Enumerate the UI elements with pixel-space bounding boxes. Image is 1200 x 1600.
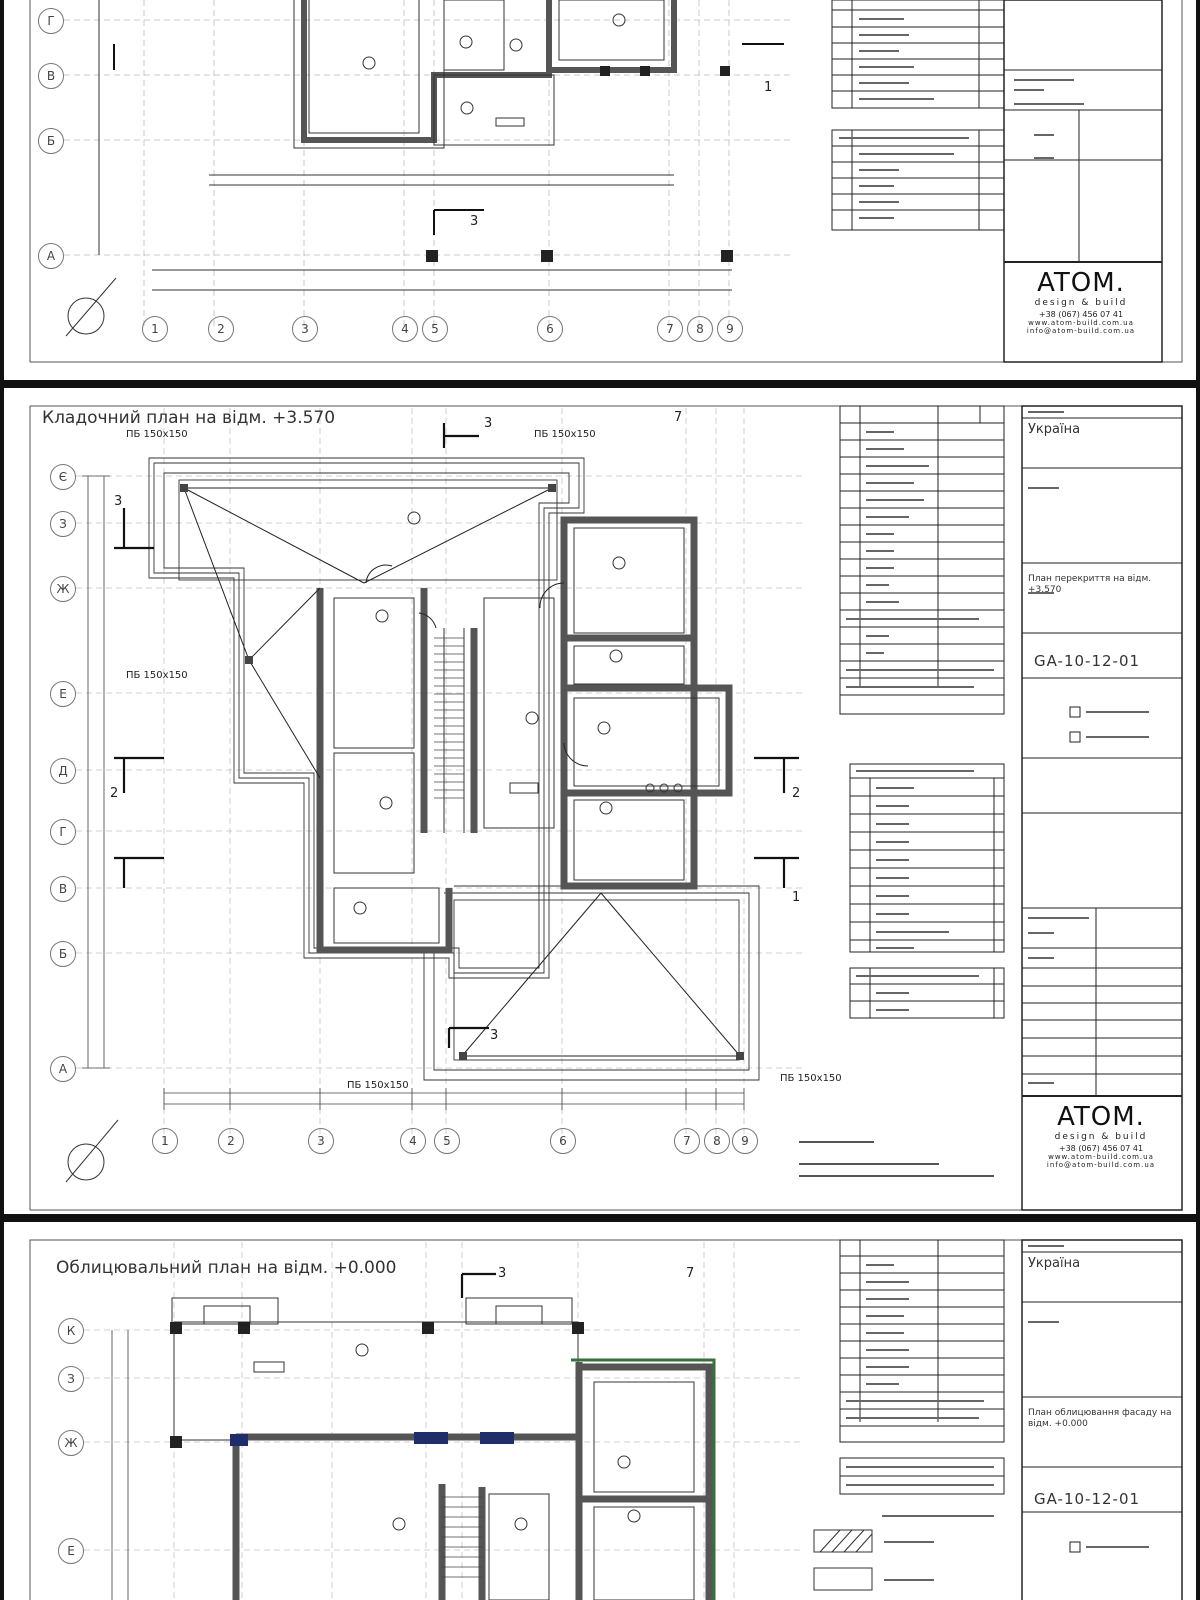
axis-marker-zh: Ж bbox=[50, 576, 76, 602]
axis-marker-3: 3 bbox=[308, 1128, 334, 1154]
axis-marker-5: 5 bbox=[422, 316, 448, 342]
section-cut-label: 2 bbox=[110, 786, 119, 801]
axis-marker-b: Б bbox=[38, 128, 64, 154]
axis-marker-1: 1 bbox=[142, 316, 168, 342]
beam-tag: ПБ 150х150 bbox=[534, 429, 596, 440]
axis-marker-7: 7 bbox=[657, 316, 683, 342]
axis-marker-v: В bbox=[38, 63, 64, 89]
axis-marker-4: 4 bbox=[392, 316, 418, 342]
axis-marker-e: Е bbox=[58, 1538, 84, 1564]
floor-plan-middle bbox=[4, 388, 1196, 1214]
axis-marker-8: 8 bbox=[704, 1128, 730, 1154]
axis-marker-2: 2 bbox=[218, 1128, 244, 1154]
section-cut-label: 7 bbox=[686, 1266, 695, 1281]
axis-marker-z: З bbox=[58, 1366, 84, 1392]
section-cut-label: 7 bbox=[674, 410, 683, 425]
axis-marker-v: В bbox=[50, 876, 76, 902]
axis-marker-5: 5 bbox=[434, 1128, 460, 1154]
section-cut-label: 1 bbox=[764, 80, 773, 95]
section-cut-label: 3 bbox=[490, 1028, 499, 1043]
beam-tag: ПБ 150х150 bbox=[126, 429, 188, 440]
axis-marker-8: 8 bbox=[687, 316, 713, 342]
drawing-name: План перекриття на відм. +3.570 bbox=[1028, 574, 1152, 595]
axis-marker-4: 4 bbox=[400, 1128, 426, 1154]
axis-marker-b: Б bbox=[50, 941, 76, 967]
sheet-code: GA-10-12-01 bbox=[1034, 1490, 1141, 1508]
axis-marker-9: 9 bbox=[717, 316, 743, 342]
drawing-name: План облицювання фасаду на відм. +0.000 bbox=[1028, 1408, 1172, 1429]
company-logo: ATOM. design & build +38 (067) 456 07 41 www.atom-build.com.ua info@atom-build.com.ua bbox=[1026, 268, 1136, 335]
axis-marker-7: 7 bbox=[674, 1128, 700, 1154]
axis-marker-3: 3 bbox=[292, 316, 318, 342]
axis-marker-k: К bbox=[58, 1318, 84, 1344]
axis-marker-d: Д bbox=[50, 758, 76, 784]
section-cut-label: 3 bbox=[484, 416, 493, 431]
floor-plan-bottom bbox=[4, 1222, 1196, 1600]
beam-tag: ПБ 150х150 bbox=[126, 670, 188, 681]
axis-marker-g: Г bbox=[38, 8, 64, 34]
client-name: Україна bbox=[1028, 1256, 1081, 1271]
axis-marker-6: 6 bbox=[537, 316, 563, 342]
drawing-sheet-top bbox=[4, 0, 1196, 380]
client-name: Україна bbox=[1028, 422, 1081, 437]
sheet-code: GA-10-12-01 bbox=[1034, 652, 1141, 670]
beam-tag: ПБ 150х150 bbox=[780, 1073, 842, 1084]
axis-marker-9: 9 bbox=[732, 1128, 758, 1154]
section-cut-label: 3 bbox=[470, 214, 479, 229]
section-cut-label: 3 bbox=[114, 494, 123, 509]
drawing-sheet-bottom bbox=[4, 1222, 1196, 1600]
axis-marker-zh: Ж bbox=[58, 1430, 84, 1456]
axis-marker-a: А bbox=[50, 1056, 76, 1082]
axis-marker-6: 6 bbox=[550, 1128, 576, 1154]
axis-marker-z: З bbox=[50, 511, 76, 537]
section-cut-label: 3 bbox=[498, 1266, 507, 1281]
axis-marker-ye: Є bbox=[50, 464, 76, 490]
axis-marker-1: 1 bbox=[152, 1128, 178, 1154]
section-cut-label: 1 bbox=[792, 890, 801, 905]
axis-marker-e: Е bbox=[50, 681, 76, 707]
axis-marker-2: 2 bbox=[208, 316, 234, 342]
beam-tag: ПБ 150х150 bbox=[347, 1080, 409, 1091]
plan-title: Кладочний план на відм. +3.570 bbox=[42, 408, 336, 428]
axis-marker-a: А bbox=[38, 243, 64, 269]
axis-marker-g: Г bbox=[50, 819, 76, 845]
company-logo: ATOM. design & build +38 (067) 456 07 41 www.atom-build.com.ua info@atom-build.com.ua bbox=[1046, 1102, 1156, 1169]
plan-title: Облицювальний план на відм. +0.000 bbox=[56, 1258, 397, 1278]
drawing-sheet-middle bbox=[4, 388, 1196, 1214]
section-cut-label: 2 bbox=[792, 786, 801, 801]
